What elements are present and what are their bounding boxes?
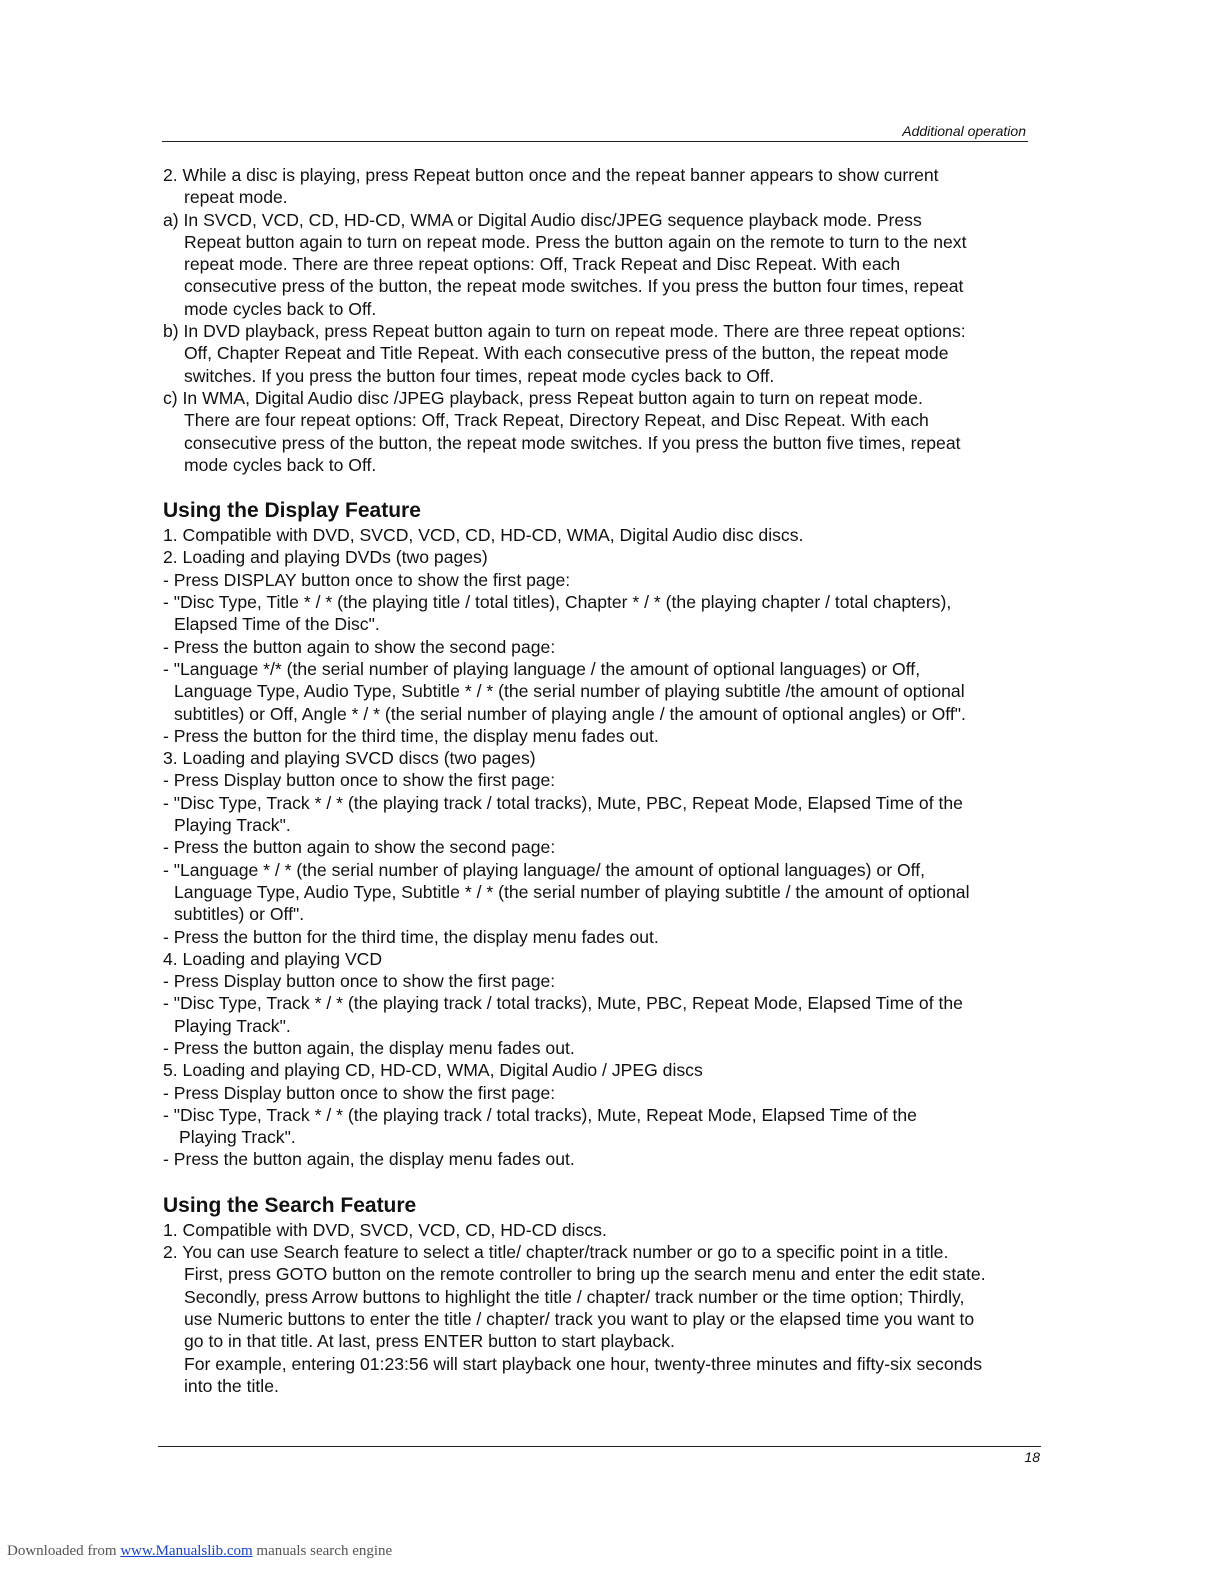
download-footer [7, 1543, 392, 1560]
text-line: Playing Track". [174, 815, 291, 836]
text-line: - "Disc Type, Title * / * (the playing title / total titles), Chapter * / * (the playing chapter / total chapters), [163, 592, 952, 613]
text-line: Playing Track". [174, 1015, 291, 1036]
text-line: 5. Loading and playing CD, HD-CD, WMA, Digital Audio / JPEG discs [163, 1060, 703, 1081]
text-line: - "Language * / * (the serial number of playing language/ the amount of optional languages) or Off, [163, 859, 925, 880]
text-line: 2. Loading and playing DVDs (two pages) [163, 547, 488, 568]
page-number: 18 [1024, 1449, 1040, 1465]
text-line: First, press GOTO button on the remote controller to bring up the search menu and enter the edit state. [184, 1264, 986, 1285]
text-line: - "Disc Type, Track * / * (the playing track / total tracks), Mute, Repeat Mode, Elapsed Time of the [163, 1104, 917, 1125]
header-rule [162, 141, 1028, 142]
text-line: - Press Display button once to show the first page: [163, 770, 556, 791]
text-line: subtitles) or Off". [174, 904, 305, 925]
search-feature-heading: Using the Search Feature [163, 1193, 417, 1217]
text-line: subtitles) or Off, Angle * / * (the serial number of playing angle / the amount of optional angles) or Off". [174, 703, 966, 724]
text-line: Elapsed Time of the Disc". [174, 614, 380, 635]
text-line: For example, entering 01:23:56 will start playback one hour, twenty-three minutes and fifty-six seconds [184, 1353, 982, 1374]
text-line: 3. Loading and playing SVCD discs (two pages) [163, 748, 536, 769]
text-line: use Numeric buttons to enter the title / chapter/ track you want to play or the elapsed time you want to [184, 1308, 975, 1329]
text-line: - Press DISPLAY button once to show the first page: [163, 569, 571, 590]
text-line: - Press the button for the third time, the display menu fades out. [163, 725, 659, 746]
text-line: mode cycles back to Off. [184, 298, 377, 319]
text-line: 4. Loading and playing VCD [163, 948, 383, 969]
text-line: Language Type, Audio Type, Subtitle * / * (the serial number of playing subtitle / the amount of optional [174, 881, 970, 902]
text-line: mode cycles back to Off. [184, 454, 377, 475]
footer-rule [158, 1446, 1041, 1447]
text-line: consecutive press of the button, the repeat mode switches. If you press the button four times, repeat [184, 276, 964, 297]
text-line: 1. Compatible with DVD, SVCD, VCD, CD, HD-CD, WMA, Digital Audio disc discs. [163, 525, 804, 546]
text-line: switches. If you press the button four times, repeat mode cycles back to Off. [184, 365, 775, 386]
text-line: - Press Display button once to show the first page: [163, 1082, 556, 1103]
text-line: - Press the button again to show the second page: [163, 636, 556, 657]
text-line: go to in that title. At last, press ENTER button to start playback. [184, 1331, 675, 1352]
text-line: c) In WMA, Digital Audio disc /JPEG playback, press Repeat button again to turn on repeat mode. [163, 387, 923, 408]
text-line: Off, Chapter Repeat and Title Repeat. With each consecutive press of the button, the repeat mode [184, 343, 949, 364]
text-line: 2. You can use Search feature to select a title/ chapter/track number or go to a specific point in a title. [163, 1242, 949, 1263]
section-header-title: Additional operation [902, 123, 1026, 139]
display-feature-instructions [163, 524, 1043, 1171]
text-line: Playing Track". [179, 1127, 296, 1148]
text-line: - "Disc Type, Track * / * (the playing track / total tracks), Mute, PBC, Repeat Mode, Elapsed Time of the [163, 993, 963, 1014]
text-line: repeat mode. There are three repeat options: Off, Track Repeat and Disc Repeat. With each [184, 254, 901, 275]
text-line: 1. Compatible with DVD, SVCD, VCD, CD, HD-CD discs. [163, 1219, 607, 1240]
footer-suffix: manuals search engine [256, 1543, 393, 1559]
text-line: - Press Display button once to show the first page: [163, 971, 556, 992]
repeat-instructions [163, 164, 1043, 476]
text-line: b) In DVD playback, press Repeat button again to turn on repeat mode. There are three repeat options: [163, 321, 966, 342]
page-content [163, 164, 1043, 1397]
footer-prefix: Downloaded from [7, 1543, 117, 1559]
text-line: There are four repeat options: Off, Track Repeat, Directory Repeat, and Disc Repeat. With each [184, 410, 929, 431]
text-line: - Press the button again to show the second page: [163, 837, 556, 858]
text-line: a) In SVCD, VCD, CD, HD-CD, WMA or Digital Audio disc/JPEG sequence playback mode. Press [163, 209, 922, 230]
search-feature-instructions [163, 1219, 1043, 1397]
text-line: - "Language */* (the serial number of playing language / the amount of optional languages) or Off, [163, 658, 921, 679]
text-line: repeat mode. [184, 187, 288, 208]
display-feature-heading: Using the Display Feature [163, 499, 421, 523]
text-line: - "Disc Type, Track * / * (the playing track / total tracks), Mute, PBC, Repeat Mode, Elapsed Time of the [163, 792, 963, 813]
text-line: 2. While a disc is playing, press Repeat button once and the repeat banner appears to show current [163, 165, 939, 185]
text-line: - Press the button for the third time, the display menu fades out. [163, 926, 659, 947]
text-line: - Press the button again, the display menu fades out. [163, 1037, 575, 1058]
text-line: - Press the button again, the display menu fades out. [163, 1149, 575, 1170]
text-line: Repeat button again to turn on repeat mode. Press the button again on the remote to turn to the next [184, 231, 967, 252]
text-line: Secondly, press Arrow buttons to highlight the title / chapter/ track number or the time option; Thirdly, [184, 1286, 965, 1307]
text-line: Language Type, Audio Type, Subtitle * / * (the serial number of playing subtitle /the amount of optional [174, 681, 965, 702]
manualslib-link[interactable]: www.Manualslib.com [120, 1543, 253, 1559]
text-line: consecutive press of the button, the repeat mode switches. If you press the button five times, repeat [184, 432, 961, 453]
text-line: into the title. [184, 1375, 279, 1396]
